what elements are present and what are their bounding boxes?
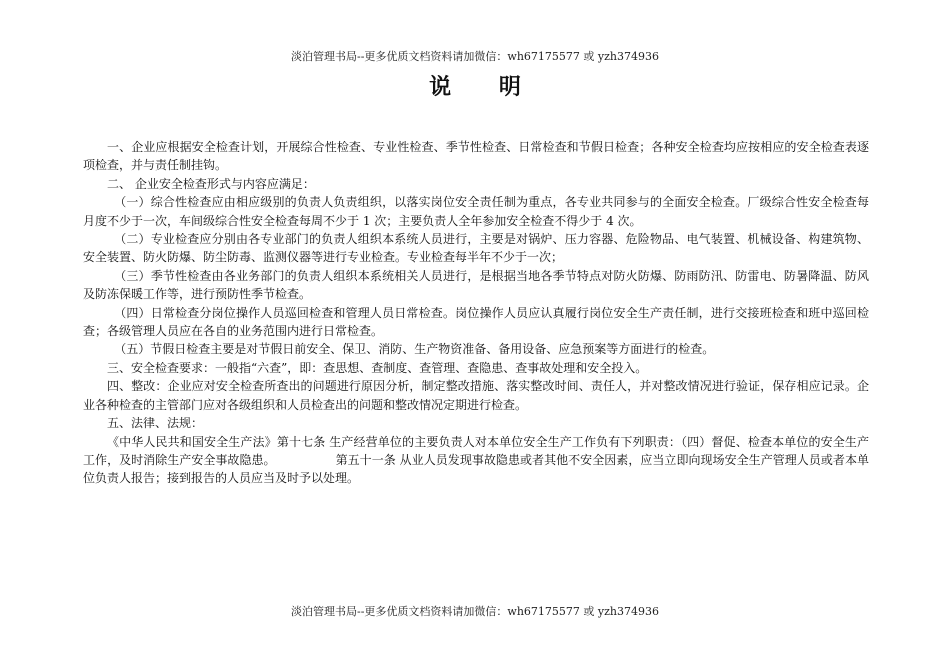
- paragraph-7: （五）节假日检查主要是对节假日前安全、保卫、消防、生产物资准备、备用设备、应急预案等方面进行的检查。: [114, 342, 715, 357]
- law-paragraph: [83, 433, 869, 488]
- law-article-51: 第五十一条 从业人员发现事故隐患或者其他不安全因素，应当立即向现场安全生产管理人员或者本单位负责人报告；接到报告的人员应当及时予以处理。: [83, 452, 869, 486]
- page-header: 淡泊管理书局--更多优质文档资料请加微信：wh67175577 或 yzh374936: [291, 50, 659, 63]
- page-footer: 淡泊管理书局--更多优质文档资料请加微信：wh67175577 或 yzh374936: [291, 605, 659, 618]
- paragraph-9: 四、整改：企业应对安全检查所查出的问题进行原因分析，制定整改措施、落实整改时间、责任人，并对整改情况进行验证，保存相应记录。企业各种检查的主管部门应对各级组织和人员检查出的问题和整改情况定期进行检查。: [83, 379, 869, 412]
- paragraph-6: （四）日常检查分岗位操作人员巡回检查和管理人员日常检查。岗位操作人员应认真履行岗位安全生产责任制，进行交接班检查和班中巡回检查；各级管理人员应在各自的业务范围内进行日常检查。: [83, 305, 869, 339]
- paragraph-10: 五、法律、法规：: [107, 416, 204, 431]
- paragraph-8: 三、安全检查要求：一般指“六查”，即：查思想、查制度、查管理、查隐患、查事故处理和安全投入。: [107, 360, 648, 375]
- paragraph-1: 一、企业应根据安全检查计划，开展综合性检查、专业性检查、季节性检查、日常检查和节假日检查；各种安全检查均应按相应的安全检查表逐项检查，并与责任制挂钩。: [83, 140, 869, 173]
- document-body: [83, 138, 869, 488]
- page-title: 说 明: [429, 74, 541, 100]
- paragraph-2: 二、 企业安全检查形式与内容应满足：: [107, 176, 315, 191]
- paragraph-5: （三）季节性检查由各业务部门的负责人组织本系统相关人员进行，是根据当地各季节特点对防火防爆、防雨防汛、防雷电、防暑降温、防风及防冻保暖工作等，进行预防性季节检查。: [83, 268, 869, 302]
- paragraph-3: （一）综合性检查应由相应级别的负责人负责组织，以落实岗位安全责任制为重点，各专业共同参与的全面安全检查。厂级综合性安全检查每月度不少于一次，车间级综合性安全检查每周不少于 1 次；主要负责人全年参加安全检查不得少于 4 次。: [83, 195, 869, 228]
- law-article-17: 《中华人民共和国安全生产法》第十七条 生产经营单位的主要负责人对本单位安全生产工作负有下列职责：（四）督促、检查本单位的安全生产工作，及时消除生产安全事故隐患。: [83, 434, 869, 467]
- paragraph-4: （二）专业检查应分别由各专业部门的负责人组织本系统人员进行，主要是对锅炉、压力容器、危险物品、电气装置、机械设备、构建筑物、安全装置、防火防爆、防尘防毒、监测仪器等进行专业检查。专业检查每半年不少于一次；: [83, 232, 869, 265]
